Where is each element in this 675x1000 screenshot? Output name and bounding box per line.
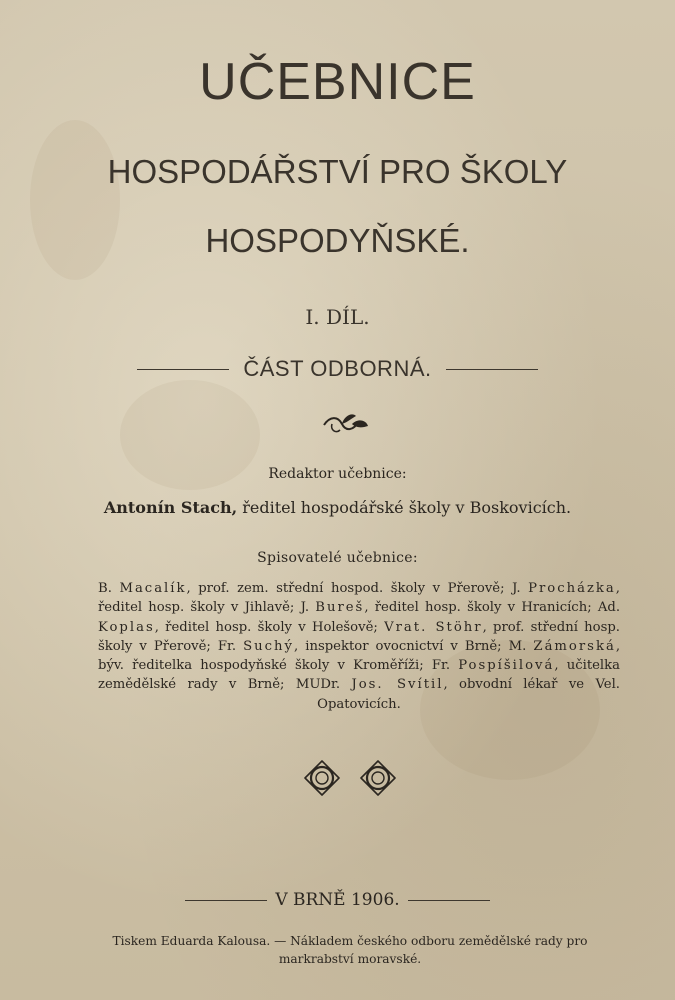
colophon-line-1: Tiskem Eduarda Kalousa. — Nákladem českého odboru zemědělské rady pro [112, 934, 588, 948]
author-text: , býv. ředitelka hospodyňské školy v Kroměříži; Fr. [98, 638, 621, 674]
colophon [80, 932, 620, 968]
subtitle-line-2: HOSPODYŇSKÉ. [205, 222, 470, 259]
divider-rule [185, 900, 267, 901]
author-text: , ředitel hosp. školy v Holešově; [154, 619, 385, 635]
author-text: , obvodní lékař ve Vel. Opatovicích. [317, 677, 620, 712]
author-text: , prof. zem. střední hospod. školy v Přerově; J. [186, 581, 529, 596]
place-and-year: V BRNĚ 1906. [275, 890, 400, 910]
author-name: Macalík [119, 581, 187, 596]
divider-rule [446, 369, 538, 370]
authors-label: Spisovatelé učebnice: [257, 550, 418, 566]
volume-label: I. DÍL. [305, 305, 370, 329]
divider-rule [408, 900, 490, 901]
editor-label: Redaktor učebnice: [268, 466, 407, 482]
author-name: Procházka [528, 581, 616, 596]
editor-name: Antonín Stach, [103, 498, 238, 517]
colophon-line-2: markrabství moravské. [278, 952, 422, 966]
floral-ornament-icon [322, 410, 370, 436]
section-heading-row [0, 356, 675, 382]
book-title: UČEBNICE [199, 53, 476, 111]
author-text: , prof. střední hosp. školy v Přerově; Fr. [98, 619, 621, 654]
divider-rule [137, 369, 229, 370]
author-text: B. [98, 581, 120, 596]
author-name: Koplas [98, 619, 155, 635]
author-name: Bureš [315, 600, 365, 616]
author-name: Vrat. Stöhr [384, 619, 483, 635]
author-name: Pospíšilová [458, 658, 555, 674]
author-text: , inspektor ovocnictví v Brně; M. [294, 638, 534, 654]
section-heading: ČÁST ODBORNÁ. [243, 356, 432, 381]
author-name: Jos. Svítil [351, 677, 444, 693]
imprint-row [0, 890, 675, 910]
authors-list [98, 579, 620, 714]
author-text: , učitelka zemědělské rady v Brně; MUDr. [98, 658, 620, 693]
author-text: , ředitel hosp. školy v Hranicích; Ad. [364, 600, 621, 616]
author-name: Suchý [243, 638, 294, 654]
editor-role: ředitel hospodářské školy v Boskovicích. [237, 498, 572, 517]
double-ring-ornament-icon [300, 758, 405, 800]
author-name: Zámorská [533, 638, 616, 654]
subtitle-line-1: HOSPODÁŘSTVÍ PRO ŠKOLY [107, 153, 568, 190]
author-text: , ředitel hosp. školy v Jihlavě; J. [98, 581, 620, 616]
editor-line [0, 498, 675, 517]
